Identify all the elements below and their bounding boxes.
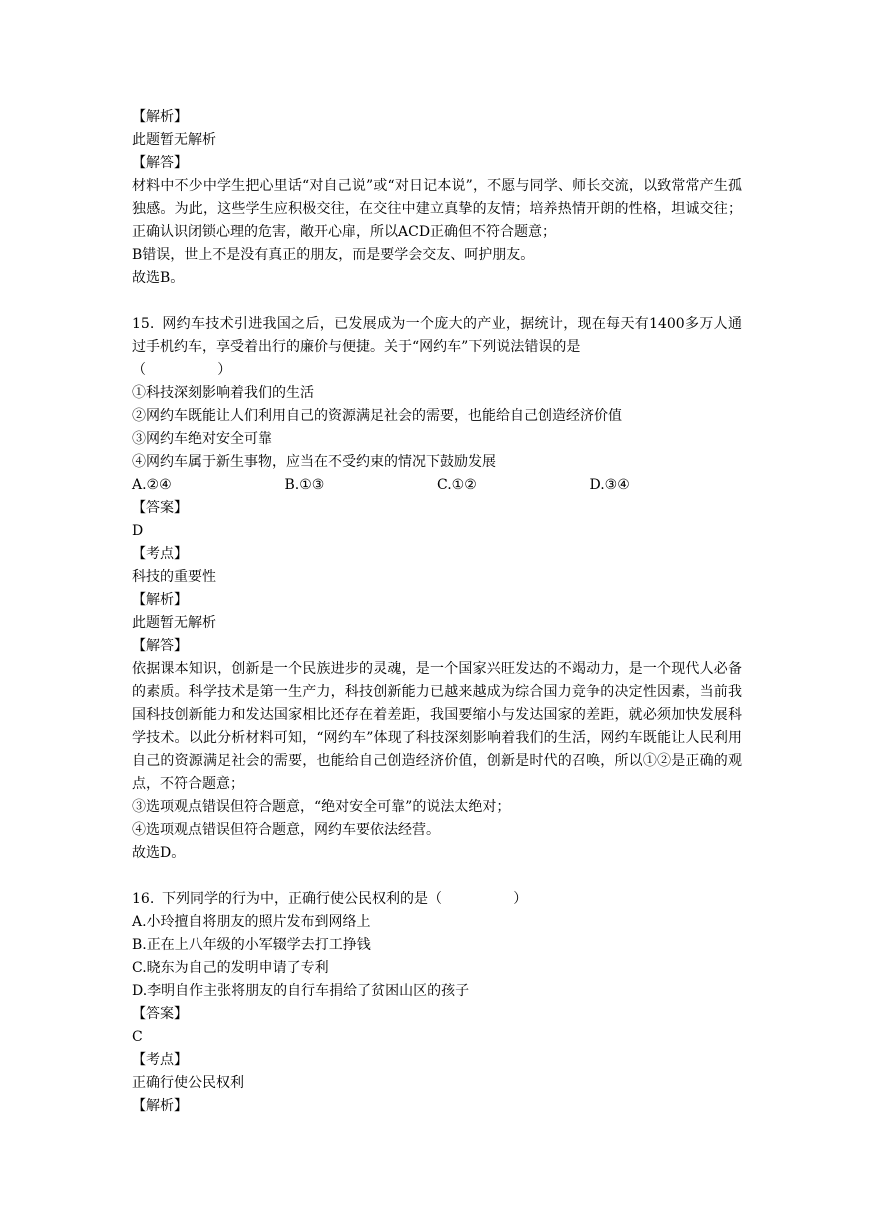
point-value: 科技的重要性 [132, 569, 216, 585]
statement-item: ②网约车既能让人们利用自己的资源满足社会的需要，也能给自己创造经济价值 [132, 408, 622, 424]
solution-paragraph: B错误，世上不是没有真正的朋友，而是要学会交友、呵护朋友。 [132, 247, 535, 263]
question-text: 下列同学的行为中，正确行使公民权利的是 [162, 891, 428, 907]
answer-value: C [132, 1029, 143, 1045]
answer-label: 【答案】 [132, 1006, 188, 1022]
option-c: C.①② [437, 477, 477, 493]
point-label: 【考点】 [132, 1052, 188, 1068]
solution-paragraph: 材料中不少中学生把心里话“对自己说”或“对日记本说”，不愿与同学、师长交流，以致常常产生孤独感。为此，这些学生应积极交往，在交往中建立真挚的友情；培养热情开朗的性格，坦诚交往；正确认识闭锁心理的危害，敞开心扉，所以ACD正确但不符合题意； [132, 178, 742, 240]
answer-value: D [132, 523, 144, 539]
answer-label: 【答案】 [132, 500, 188, 516]
analysis-label: 【解析】 [132, 592, 188, 608]
option-d: D.③④ [589, 477, 630, 493]
statement-item: ④网约车属于新生事物，应当在不受约束的情况下鼓励发展 [132, 454, 496, 470]
option-b: B.正在上八年级的小军辍学去打工挣钱 [132, 937, 371, 953]
question-15-stem [132, 313, 742, 382]
option-c: C.晓东为自己的发明申请了专利 [132, 960, 329, 976]
answer-blank: （ ） [428, 891, 528, 907]
question-16-stem [132, 888, 742, 911]
solution-conclusion: 故选B。 [132, 270, 185, 286]
analysis-text: 此题暂无解析 [132, 132, 216, 148]
solution-label: 【解答】 [132, 155, 188, 171]
question-number: 15. [132, 316, 155, 332]
question-number: 16. [132, 891, 155, 907]
option-d: D.李明自作主张将朋友的自行车捐给了贫困山区的孩子 [132, 983, 470, 999]
option-a: A.②④ [132, 477, 172, 493]
solution-conclusion: 故选D。 [132, 845, 186, 861]
solution-label: 【解答】 [132, 638, 188, 654]
document-content [132, 106, 742, 1118]
answer-blank: （ ） [132, 362, 232, 378]
question-15-options [132, 474, 742, 497]
analysis-text: 此题暂无解析 [132, 615, 216, 631]
statement-item: ①科技深刻影响着我们的生活 [132, 385, 314, 401]
solution-paragraph: ④选项观点错误但符合题意，网约车要依法经营。 [132, 822, 440, 838]
statement-item: ③网约车绝对安全可靠 [132, 431, 272, 447]
point-label: 【考点】 [132, 546, 188, 562]
option-b: B.①③ [284, 477, 325, 493]
analysis-label: 【解析】 [132, 1098, 188, 1114]
option-a: A.小玲擅自将朋友的照片发布到网络上 [132, 914, 371, 930]
question-text: 网约车技术引进我国之后，已发展成为一个庞大的产业，据统计，现在每天有1400多万人通过手机约车，享受着出行的廉价与便捷。关于“网约车”下列说法错误的是 [132, 316, 742, 355]
analysis-label: 【解析】 [132, 109, 188, 125]
solution-paragraph: ③选项观点错误但符合题意，“绝对安全可靠”的说法太绝对； [132, 799, 511, 815]
point-value: 正确行使公民权利 [132, 1075, 244, 1091]
solution-paragraph: 依据课本知识，创新是一个民族进步的灵魂，是一个国家兴旺发达的不竭动力，是一个现代人必备的素质。科学技术是第一生产力，科技创新能力已越来越成为综合国力竞争的决定性因素，当前我国科技创新能力和发达国家相比还存在着差距，我国要缩小与发达国家的差距，就必须加快发展科学技术。以此分析材料可知，“网约车”体现了科技深刻影响着我们的生活，网约车既能让人民利用自己的资源满足社会的需要，也能给自己创造经济价值，创新是时代的召唤，所以①②是正确的观点，不符合题意； [132, 661, 742, 792]
